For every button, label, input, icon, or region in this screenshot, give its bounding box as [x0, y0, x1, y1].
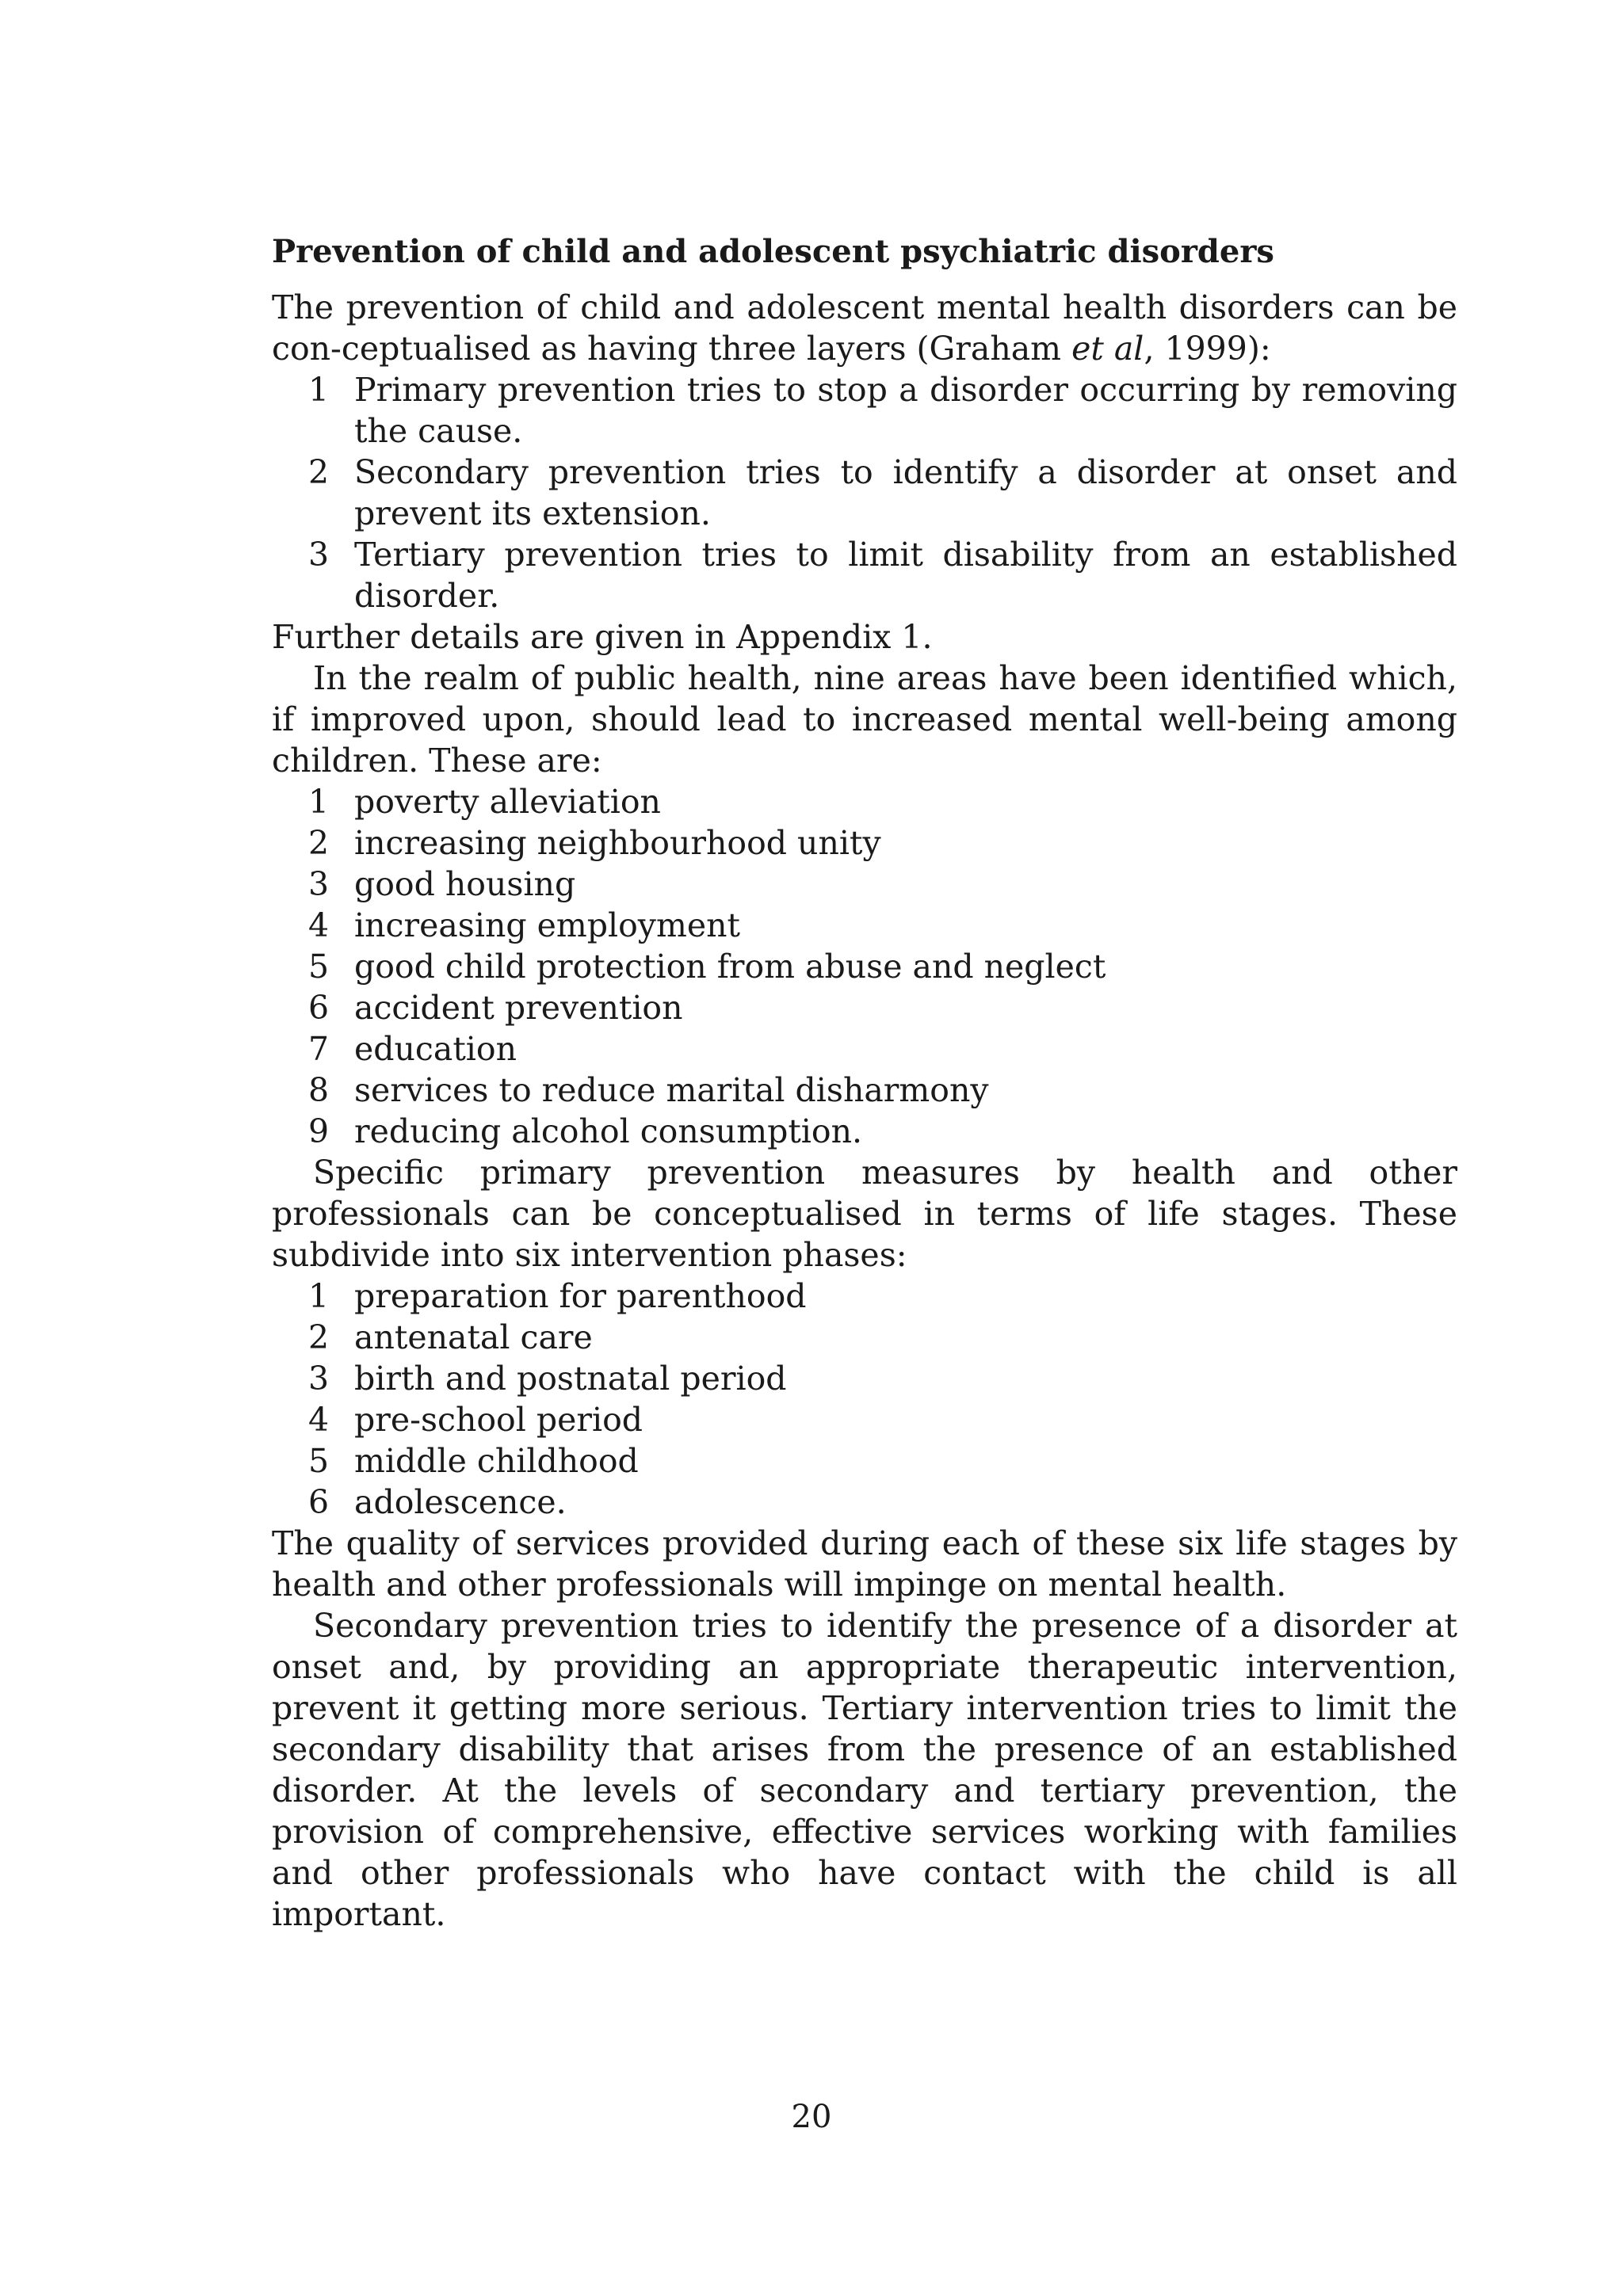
list-text: Primary prevention tries to stop a disorder occurring by removing the cause. — [354, 371, 1457, 450]
list-item — [272, 1276, 1457, 1317]
citation-etal: et al — [1071, 330, 1144, 368]
list-number: 3 — [308, 865, 330, 903]
list-item — [272, 822, 1457, 864]
list-item — [272, 781, 1457, 822]
prevention-layers-list — [272, 369, 1457, 616]
list-item — [272, 1482, 1457, 1523]
list-item — [272, 1358, 1457, 1399]
list-number: 9 — [308, 1112, 330, 1150]
list-text: Tertiary prevention tries to limit disability from an established disorder. — [354, 536, 1457, 615]
list-number: 1 — [308, 1277, 330, 1315]
list-number: 2 — [308, 1318, 330, 1356]
list-text: middle childhood — [354, 1442, 639, 1480]
list-item — [272, 1440, 1457, 1482]
list-item — [272, 864, 1457, 905]
public-health-paragraph: In the realm of public health, nine areas have been identified which, if improved upon, should lead to increased mental well-being among children. These are: — [272, 659, 1457, 780]
list-text: poverty alleviation — [354, 783, 661, 821]
page-number: 20 — [791, 2099, 832, 2135]
list-number: 4 — [308, 906, 330, 944]
secondary-prevention-paragraph: Secondary prevention tries to identify the presence of a disorder at onset and, by providing an appropriate therapeutic intervention, prevent it getting more serious. Tertiary intervention tries to limit the secondary disability that arises from the presence of an established disorder. At the levels of secondary and tertiary prevention, the provision of comprehensive, effective services working with families and other professionals who have contact with the child is all important. — [272, 1607, 1457, 1933]
list-text: pre-school period — [354, 1401, 643, 1439]
section-heading: Prevention of child and adolescent psychiatric disorders — [272, 233, 1274, 270]
list-item — [272, 1070, 1457, 1111]
list-item — [272, 1399, 1457, 1440]
list-number: 5 — [308, 1442, 330, 1480]
list-item — [272, 987, 1457, 1028]
list-text: education — [354, 1030, 517, 1068]
list-text: antenatal care — [354, 1318, 593, 1356]
specific-primary-paragraph: Specific primary prevention measures by health and other professionals can be conceptualised in terms of life stages. These subdivide into six intervention phases: — [272, 1154, 1457, 1274]
list-text: reducing alcohol consumption. — [354, 1112, 863, 1150]
list-number: 1 — [308, 371, 330, 409]
list-text: Secondary prevention tries to identify a disorder at onset and prevent its extension. — [354, 453, 1457, 532]
list-text: increasing employment — [354, 906, 740, 944]
intro-citation-year: , 1999): — [1144, 330, 1271, 368]
list-number: 6 — [308, 989, 330, 1027]
list-item — [272, 1028, 1457, 1070]
page-body — [272, 231, 1457, 1935]
intro-paragraph — [272, 287, 1457, 369]
list-item — [272, 1317, 1457, 1358]
list-text: good housing — [354, 865, 576, 903]
list-number: 2 — [308, 453, 330, 491]
list-item — [272, 452, 1457, 534]
quality-paragraph: The quality of services provided during each of these six life stages by health and other professionals will impinge on mental health. — [272, 1524, 1457, 1604]
public-health-areas-list — [272, 781, 1457, 1152]
list-text: adolescence. — [354, 1483, 567, 1521]
list-text: accident prevention — [354, 989, 683, 1027]
list-text: preparation for parenthood — [354, 1277, 807, 1315]
list-number: 7 — [308, 1030, 330, 1068]
list-item — [272, 369, 1457, 452]
intervention-phases-list — [272, 1276, 1457, 1523]
list-number: 8 — [308, 1071, 330, 1109]
further-details-paragraph: Further details are given in Appendix 1. — [272, 618, 933, 656]
list-number: 4 — [308, 1401, 330, 1439]
list-text: good child protection from abuse and neglect — [354, 948, 1106, 986]
list-number: 2 — [308, 824, 330, 862]
list-text: birth and postnatal period — [354, 1360, 787, 1398]
list-text: services to reduce marital disharmony — [354, 1071, 989, 1109]
list-text: increasing neighbourhood unity — [354, 824, 881, 862]
list-number: 3 — [308, 536, 330, 574]
list-item — [272, 905, 1457, 946]
list-item — [272, 946, 1457, 987]
list-number: 3 — [308, 1360, 330, 1398]
list-item — [272, 1111, 1457, 1152]
list-number: 6 — [308, 1483, 330, 1521]
list-number: 5 — [308, 948, 330, 986]
list-number: 1 — [308, 783, 330, 821]
intro-text: The prevention of child and adolescent mental health disorders can be con-ceptualised as having three layers (Graham — [272, 288, 1457, 368]
list-item — [272, 534, 1457, 616]
